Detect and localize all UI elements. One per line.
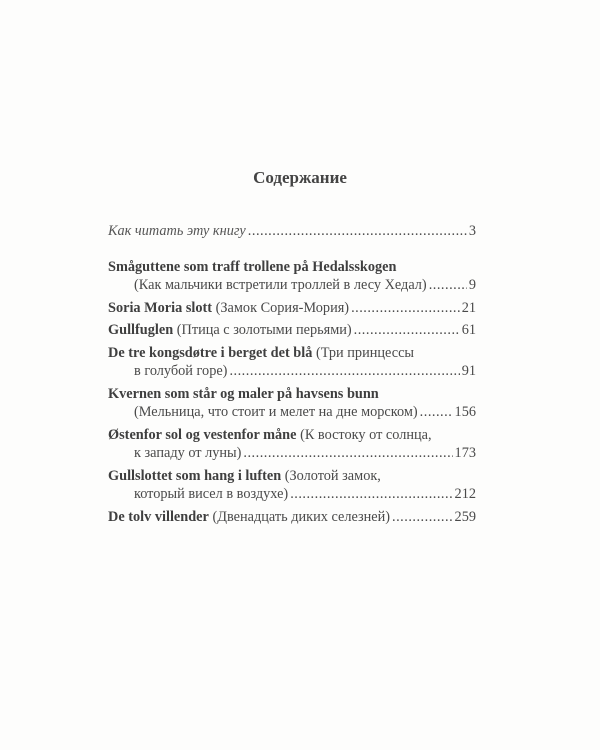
page-number: 173 [454,445,476,461]
entry-title-no: Soria Moria slott [108,299,213,316]
page-number: 156 [454,404,476,420]
dot-leader [420,403,453,422]
entry-title-no: Gullslottet som hang i luften [108,467,282,484]
page-number: 61 [461,322,476,338]
dot-leader [429,276,467,295]
dot-leader [290,485,452,504]
dot-leader [248,222,467,241]
toc-entry[interactable] [108,426,476,463]
entry-title-ru-cont: к западу от луны) [134,445,242,461]
entry-title-no: Kvernen som står og maler på havsens bunn [108,385,379,402]
toc-entry[interactable] [108,344,476,381]
dot-leader [351,299,460,318]
dot-leader [354,321,460,340]
entry-title-no: De tre kongsdøtre i berget det blå [108,344,313,361]
page-number: 91 [461,363,476,379]
entry-title-ru-cont: который висел в воздухе) [134,486,289,502]
entry-title-ru-cont: в голубой горе) [134,363,228,379]
entry-title-no: Gullfuglen [108,322,174,338]
entry-title-ru: (Как мальчики встретили троллей в лесу Хедал) [134,277,427,293]
entry-title: Как читать эту книгу [108,223,246,239]
toc-entry[interactable] [108,467,476,504]
toc-entry[interactable] [108,321,476,340]
entry-title-ru: (Двенадцать диких селезней) [212,508,391,525]
toc-entry[interactable] [108,299,476,318]
dot-leader [243,444,452,463]
page-title: Содержание [253,168,347,187]
page-number: 21 [461,299,476,316]
dot-leader [229,362,459,381]
page-number: 9 [468,277,476,293]
page-number: 3 [468,223,476,239]
entry-title-ru: (Золотой замок, [284,467,381,484]
toc-entry[interactable] [108,385,476,422]
entry-title-no: Småguttene som traff trollene på Hedalsskogen [108,258,397,275]
toc-entry[interactable] [108,258,476,295]
entry-title-no: De tolv villender [108,508,209,525]
page-number: 259 [454,508,476,525]
entry-title-ru: (Птица с золотыми перьями) [176,322,352,338]
table-of-contents [108,222,476,530]
entry-title-ru: (Три принцессы [315,344,415,361]
page-number: 212 [454,486,476,502]
entry-title-no: Østenfor sol og vestenfor måne [108,426,297,443]
entry-title-ru: (Замок Сория-Мория) [215,299,350,316]
toc-entry-intro[interactable] [108,222,476,241]
entry-title-ru: (К востоку от солнца, [300,426,432,443]
dot-leader [392,508,453,527]
toc-entry[interactable] [108,508,476,527]
entry-title-ru: (Мельница, что стоит и мелет на дне морском) [134,404,418,420]
